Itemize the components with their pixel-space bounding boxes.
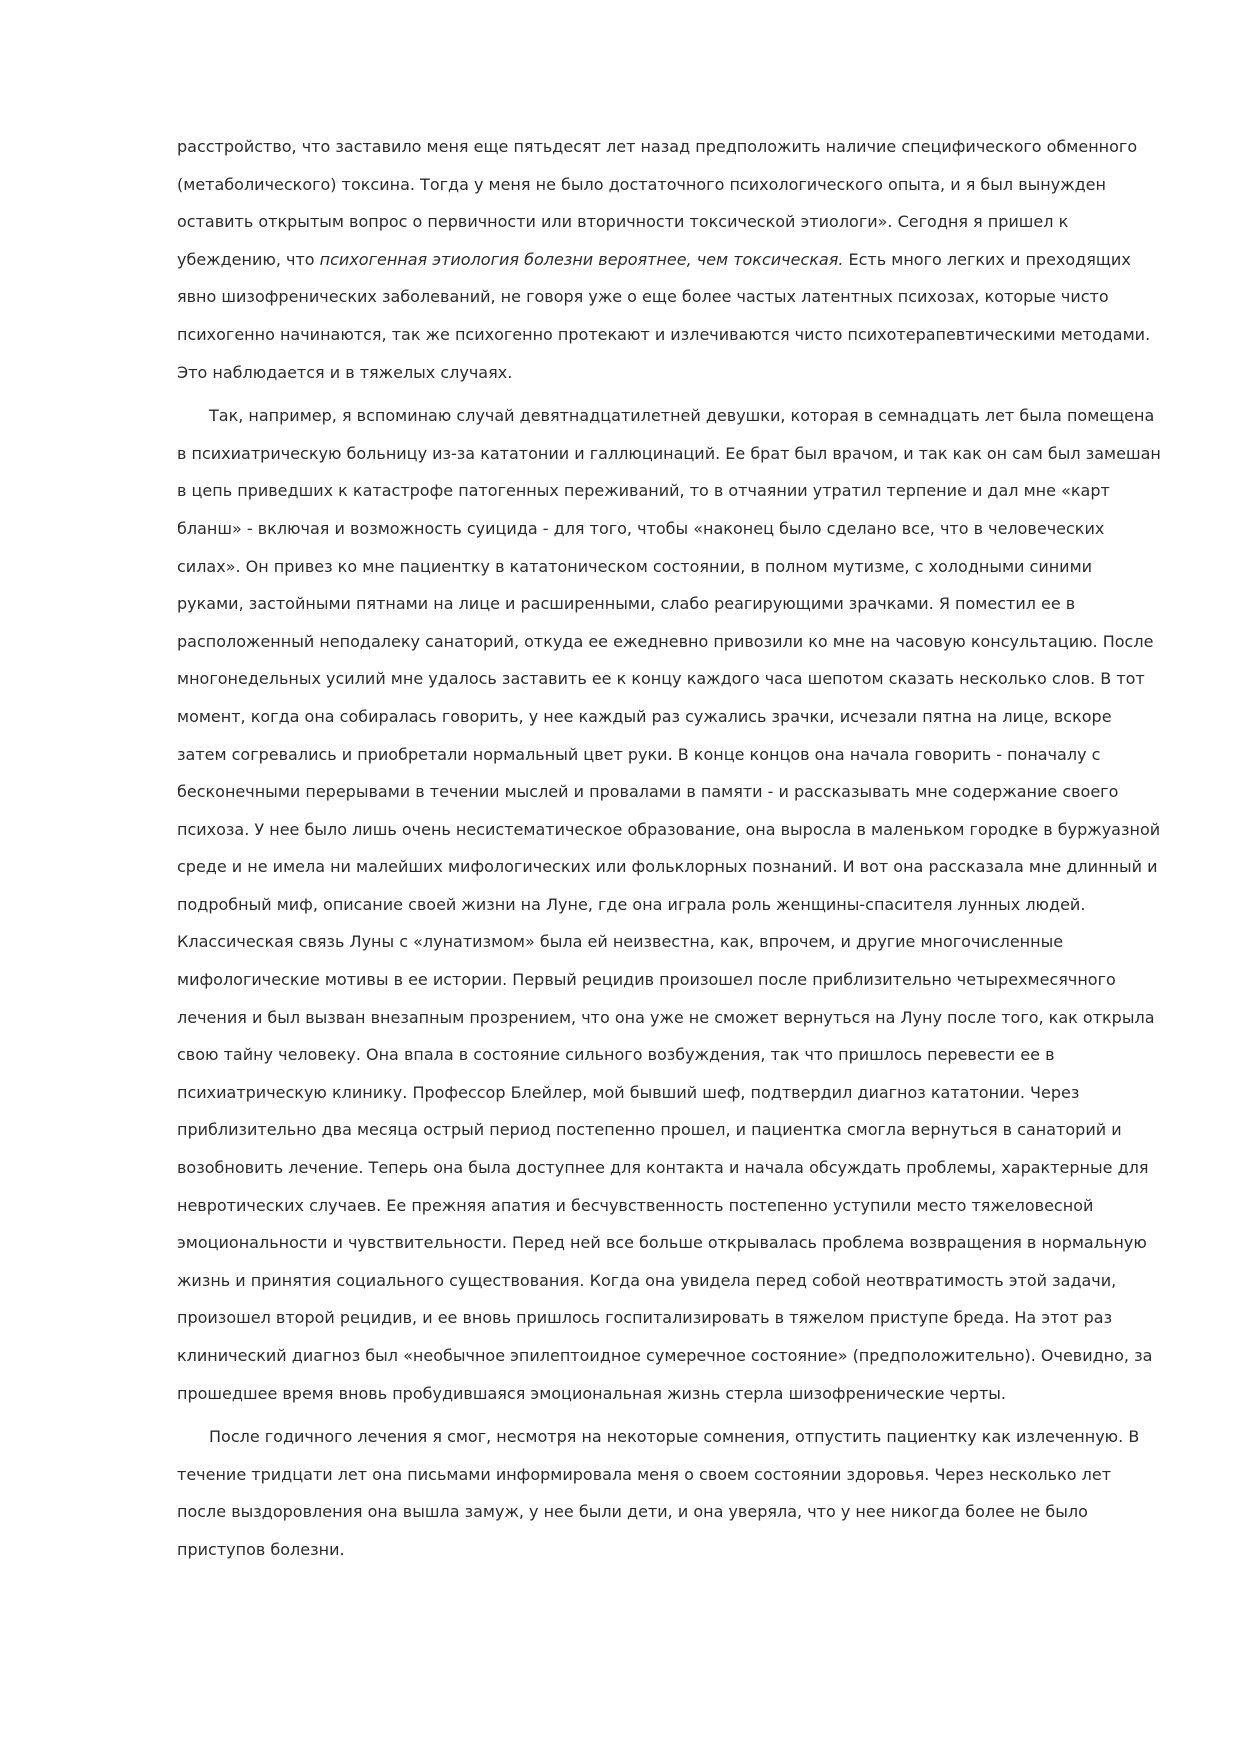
paragraph-1-text-end: Есть много легких и преходящих явно шизофренических заболеваний, не говоря уже о еще более частых латентных психозах, которые чисто психогенно начинаются, так же психогенно протекают и излечиваются чисто психотерапевтическими методами. Это наблюдается и в тяжелых случаях. <box>177 249 1151 382</box>
body-text <box>177 128 1162 1569</box>
paragraph-2: Так, например, я вспоминаю случай девятнадцатилетней девушки, которая в семнадцать лет была помещена в психиатрическую больницу из-за кататонии и галлюцинаций. Ее брат был врачом, и так как он сам был замешан в цепь приведших к катастрофе патогенных переживаний, то в отчаянии утратил терпение и дал мне «карт бланш» - включая и возможность суицида - для того, чтобы «наконец было сделано все, что в человеческих силах». Он привез ко мне пациентку в кататоническом состоянии, в полном мутизме, с холодными синими руками, застойными пятнами на лице и расширенными, слабо реагирующими зрачками. Я поместил ее в расположенный неподалеку санаторий, откуда ее ежедневно привозили ко мне на часовую консультацию. После многонедельных усилий мне удалось заставить ее к концу каждого часа шепотом сказать несколько слов. В тот момент, когда она собиралась говорить, у нее каждый раз сужались зрачки, исчезали пятна на лице, вскоре затем согревались и приобретали нормальный цвет руки. В конце концов она начала говорить - поначалу с бесконечными перерывами в течении мыслей и провалами в памяти - и рассказывать мне содержание своего психоза. У нее было лишь очень несистематическое образование, она выросла в маленьком городке в буржуазной среде и не имела ни малейших мифологических или фольклорных познаний. И вот она рассказала мне длинный и подробный миф, описание своей жизни на Луне, где она играла роль женщины-спасителя лунных людей. Классическая связь Луны с «лунатизмом» была ей неизвестна, как, впрочем, и другие многочисленные мифологические мотивы в ее истории. Первый рецидив произошел после приблизительно четырехмесячного лечения и был вызван внезапным прозрением, что она уже не сможет вернуться на Луну после того, как открыла свою тайну человеку. Она впала в состояние сильного возбуждения, так что пришлось перевести ее в психиатрическую клинику. Профессор Блейлер, мой бывший шеф, подтвердил диагноз кататонии. Через приблизительно два месяца острый период постепенно прошел, и пациентка смогла вернуться в санаторий и возобновить лечение. Теперь она была доступнее для контакта и начала обсуждать проблемы, характерные для невротических случаев. Ее прежняя апатия и бесчувственность постепенно уступили место тяжеловесной эмоциональности и чувствительности. Перед ней все больше открывалась проблема возвращения в нормальную жизнь и принятия социального существования. Когда она увидела перед собой неотвратимость этой задачи, произошел второй рецидив, и ее вновь пришлось госпитализировать в тяжелом приступе бреда. На этот раз клинический диагноз был «необычное эпилептоидное сумеречное состояние» (предположительно). Очевидно, за прошедшее время вновь пробудившаяся эмоциональная жизнь стерла шизофренические черты. <box>177 406 1161 1403</box>
paragraph-1-italic-emphasis: психогенная этиология болезни вероятнее, чем токсическая. <box>319 249 844 269</box>
paragraph-3: После годичного лечения я смог, несмотря на некоторые сомнения, отпустить пациентку как излеченную. В течение тридцати лет она письмами информировала меня о своем состоянии здоровья. Через несколько лет после выздоровления она вышла замуж, у нее были дети, и она уверяла, что у нее никогда более не было приступов болезни. <box>177 1427 1140 1559</box>
paragraph-1 <box>177 128 1162 391</box>
paragraph-1-text-start: расстройство, что заставило меня еще пятьдесят лет назад предположить наличие специфического обменного (метаболического) токсина. Тогда у меня не было достаточного психологического опыта, и я был вынужден оставить открытым вопрос о первичности или вторичности токсической этиологи». Сегодня я пришел к убеждению, что <box>177 137 1138 269</box>
